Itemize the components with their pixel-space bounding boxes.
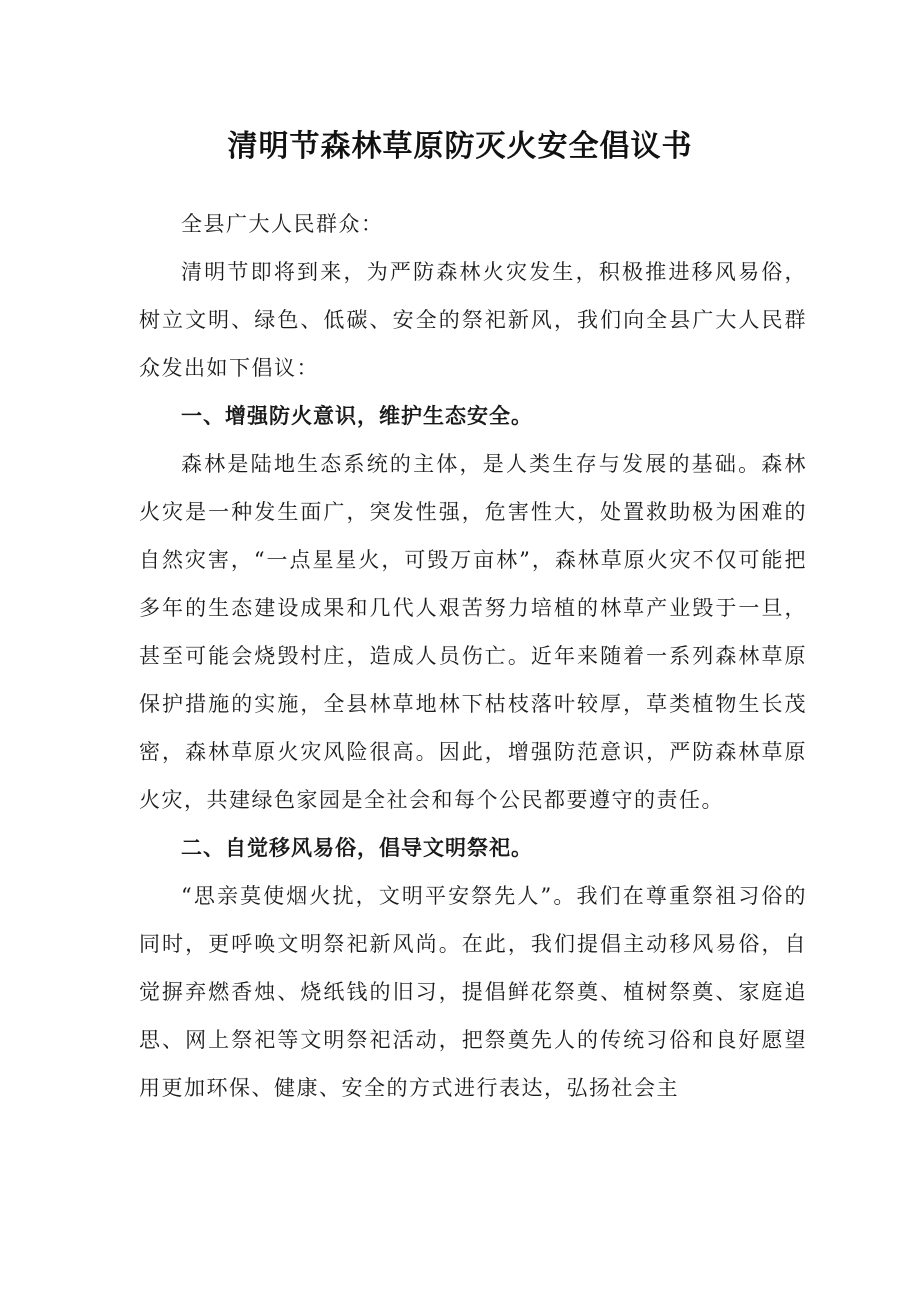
intro-paragraph: 清明节即将到来，为严防森林火灾发生，积极推进移风易俗，树立文明、绿色、低碳、安全的祭祀新风，我们向全县广大人民群众发出如下倡议： bbox=[139, 260, 807, 380]
document-body bbox=[139, 200, 807, 1112]
section-2-heading: 二、自觉移风易俗，倡导文明祭祀。 bbox=[181, 836, 533, 860]
section-2-paragraph: “思亲莫使烟火扰，文明平安祭先人”。我们在尊重祭祖习俗的同时，更呼唤文明祭祀新风尚。在此，我们提倡主动移风易俗，自觉摒弃燃香烛、烧纸钱的旧习，提倡鲜花祭奠、植树祭奠、家庭追思、网上祭祀等文明祭祀活动，把祭奠先人的传统习俗和良好愿望用更加环保、健康、安全的方式进行表达，弘扬社会主 bbox=[139, 884, 807, 1100]
salutation: 全县广大人民群众： bbox=[181, 212, 384, 236]
section-1-paragraph: 森林是陆地生态系统的主体，是人类生存与发展的基础。森林火灾是一种发生面广，突发性强，危害性大，处置救助极为困难的自然灾害，“一点星星火，可毁万亩林”，森林草原火灾不仅可能把多年的生态建设成果和几代人艰苦努力培植的林草产业毁于一旦，甚至可能会烧毁村庄，造成人员伤亡。近年来随着一系列森林草原保护措施的实施，全县林草地林下枯枝落叶较厚，草类植物生长茂密，森林草原火灾风险很高。因此，增强防范意识，严防森林草原火灾，共建绿色家园是全社会和每个公民都要遵守的责任。 bbox=[139, 452, 807, 812]
section-1-heading: 一、增强防火意识，维护生态安全。 bbox=[181, 404, 533, 428]
document-title: 清明节森林草原防灭火安全倡议书 bbox=[227, 129, 693, 164]
